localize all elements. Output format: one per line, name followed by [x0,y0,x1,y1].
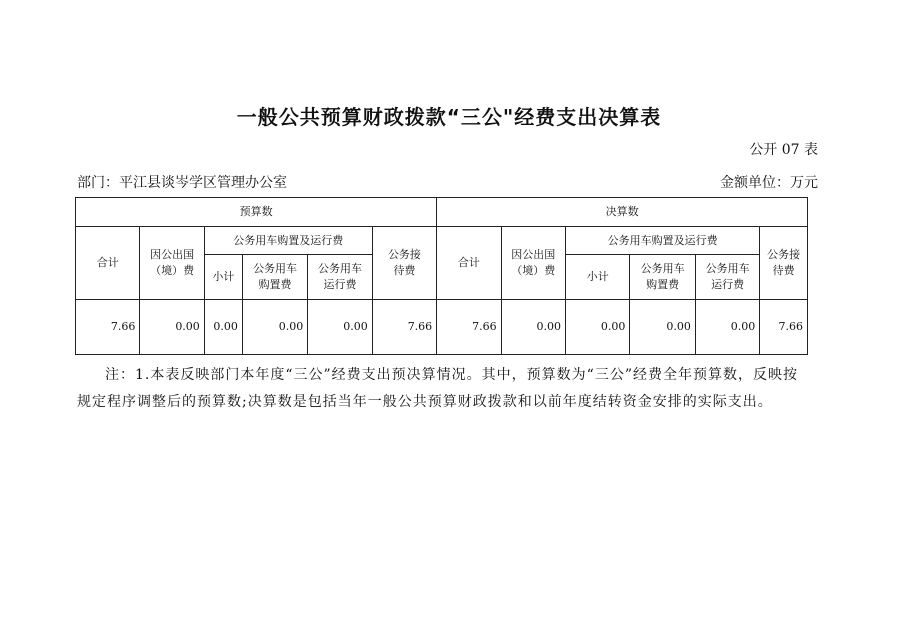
budget-purchase-header [242,255,307,300]
actual-reception-value: 7.66 [760,300,808,355]
budget-vehicle-header: 公务用车购置及运行费 [204,227,372,255]
budget-abroad-label: 因公出国（境）费 [150,248,195,277]
budget-subtotal-value: 0.00 [204,300,242,355]
actual-purchase-label: 公务用车购置费 [640,262,685,291]
unit-label: 金额单位：万元 [720,175,818,191]
actual-operation-value: 0.00 [695,300,759,355]
form-number: 公开 07 表 [749,142,818,158]
budget-subtotal-header: 小计 [204,255,242,300]
budget-purchase-value: 0.00 [242,300,307,355]
actual-operation-label: 公务用车运行费 [705,262,750,291]
budget-reception-value: 7.66 [372,300,436,355]
actual-total-value: 7.66 [437,300,501,355]
actual-reception-label: 公务接待费 [767,248,801,277]
actual-abroad-label: 因公出国（境）费 [511,248,556,277]
actual-reception-header [760,227,808,300]
budget-operation-label: 公务用车运行费 [318,262,362,291]
budget-abroad-header [140,227,204,300]
actual-purchase-header [630,255,695,300]
actual-subtotal-header: 小计 [566,255,630,300]
budget-reception-label: 公务接待费 [387,248,421,277]
page-title: 一般公共预算财政拨款“三公"经费支出决算表 [236,105,662,129]
footnote: 注：1.本表反映部门本年度“三公”经费支出预决算情况。其中，预算数为“三公”经费全年预算数，反映按规定程序调整后的预算数;决算数是包括当年一般公共预算财政拨款和以前年度结转资金安排的实际支出。 [77,367,798,410]
budget-total-value: 7.66 [76,300,140,355]
expense-table [75,197,808,355]
budget-reception-header [372,227,436,300]
budget-abroad-value: 0.00 [140,300,204,355]
budget-operation-header [308,255,372,300]
department-label: 部门：平江县谈岑学区管理办公室 [77,175,287,191]
actual-total-header: 合计 [437,227,501,300]
actual-purchase-value: 0.00 [630,300,695,355]
actual-subtotal-value: 0.00 [566,300,630,355]
budget-total-header: 合计 [76,227,140,300]
actual-abroad-header [501,227,565,300]
budget-purchase-label: 公务用车购置费 [253,262,298,291]
actual-abroad-value: 0.00 [501,300,565,355]
table-row [76,300,808,355]
budget-operation-value: 0.00 [308,300,372,355]
actual-header: 决算数 [437,198,808,227]
actual-operation-header [695,255,759,300]
actual-vehicle-header: 公务用车购置及运行费 [566,227,760,255]
budget-header: 预算数 [76,198,437,227]
